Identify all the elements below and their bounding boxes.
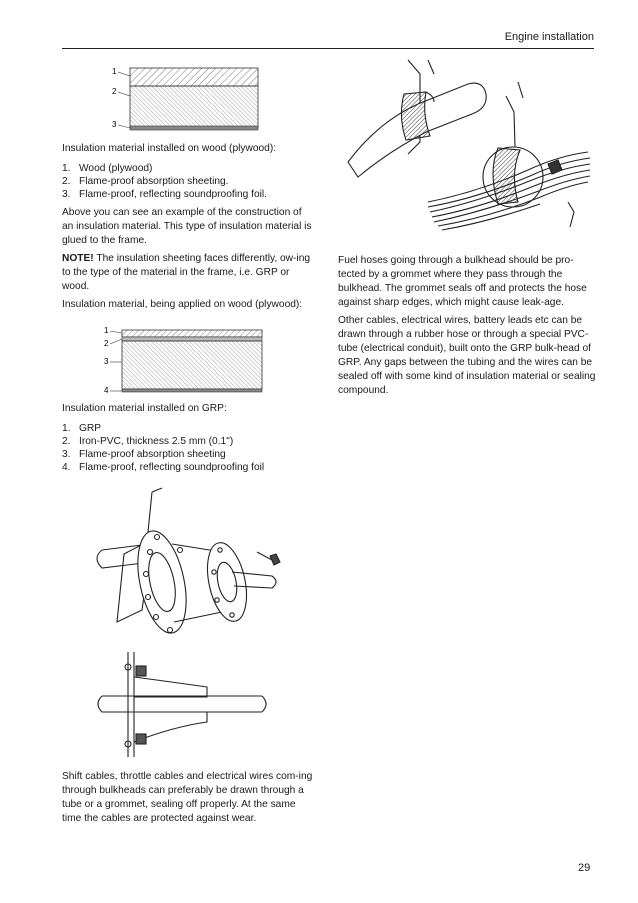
fig2-list: [62, 422, 314, 474]
left-column: [62, 52, 314, 826]
list-item: 1. GRP: [62, 423, 102, 434]
fig2-callout-1: 1: [104, 326, 109, 335]
fig1-callout-3: 3: [112, 120, 117, 129]
note-paragraph: [62, 252, 314, 294]
shift-cables-paragraph: Shift cables, throttle cables and electrical wires com-ing through bulkheads can preferably be drawn through a tube or a grommet, sealing off properly. At the same time the cables are protected against wear.: [62, 771, 313, 824]
list-item: 3. Flame-proof, reflecting soundproofing foil.: [62, 189, 268, 200]
note-text: The insulation sheeting faces differently, ow-ing to the type of the material in the frame, i.e. GRP or wood.: [62, 253, 311, 292]
figure-insulation-wood: [62, 52, 314, 134]
fig2-callout-3: 3: [104, 357, 109, 366]
page-number: 29: [578, 862, 591, 874]
list-item: 3. Flame-proof absorption sheeting: [62, 449, 226, 460]
applied-on-wood-paragraph: Insulation material, being applied on wood (plywood):: [62, 299, 303, 310]
fig1-caption: Insulation material installed on wood (plywood):: [62, 143, 277, 154]
fuel-hoses-paragraph: Fuel hoses going through a bulkhead should be pro-tected by a grommet where they pass through the bulkhead. The grommet seals off and protects the hose against sharp edges, which might cause leak-age.: [338, 255, 587, 308]
figure-insulation-grp: [62, 316, 314, 396]
list-item: 1. Wood (plywood): [62, 163, 153, 174]
list-item: 4. Flame-proof, reflecting soundproofing foil: [62, 462, 265, 473]
fig1-list: [62, 162, 314, 201]
fig1-callout-2: 2: [112, 87, 117, 96]
figure-hose-grommet: [338, 52, 596, 242]
list-item: 2. Iron-PVC, thickness 2.5 mm (0.1"): [62, 436, 234, 447]
construction-paragraph: Above you can see an example of the construction of an insulation material. This type of insulation material is glued to the frame.: [62, 207, 312, 246]
other-cables-paragraph: Other cables, electrical wires, battery leads etc can be drawn through a rubber hose or through a special PVC-tube (electrical conduit), built onto the GRP bulk-head of GRP. Any gaps between the tubing and the wires can be sealed off with some kind of insulation material or sealing compound.: [338, 315, 596, 396]
section-title: Engine installation: [504, 31, 594, 43]
fig1-callout-1: 1: [112, 67, 117, 76]
note-label: NOTE!: [62, 253, 94, 264]
page-header: [62, 28, 594, 49]
right-column: [338, 52, 596, 402]
fig2-callout-4: 4: [104, 386, 109, 395]
fig2-callout-2: 2: [104, 339, 109, 348]
fig2-caption: Insulation material installed on GRP:: [62, 403, 227, 414]
figure-bulkhead-grommet: [62, 482, 314, 762]
list-item: 2. Flame-proof absorption sheeting.: [62, 176, 229, 187]
